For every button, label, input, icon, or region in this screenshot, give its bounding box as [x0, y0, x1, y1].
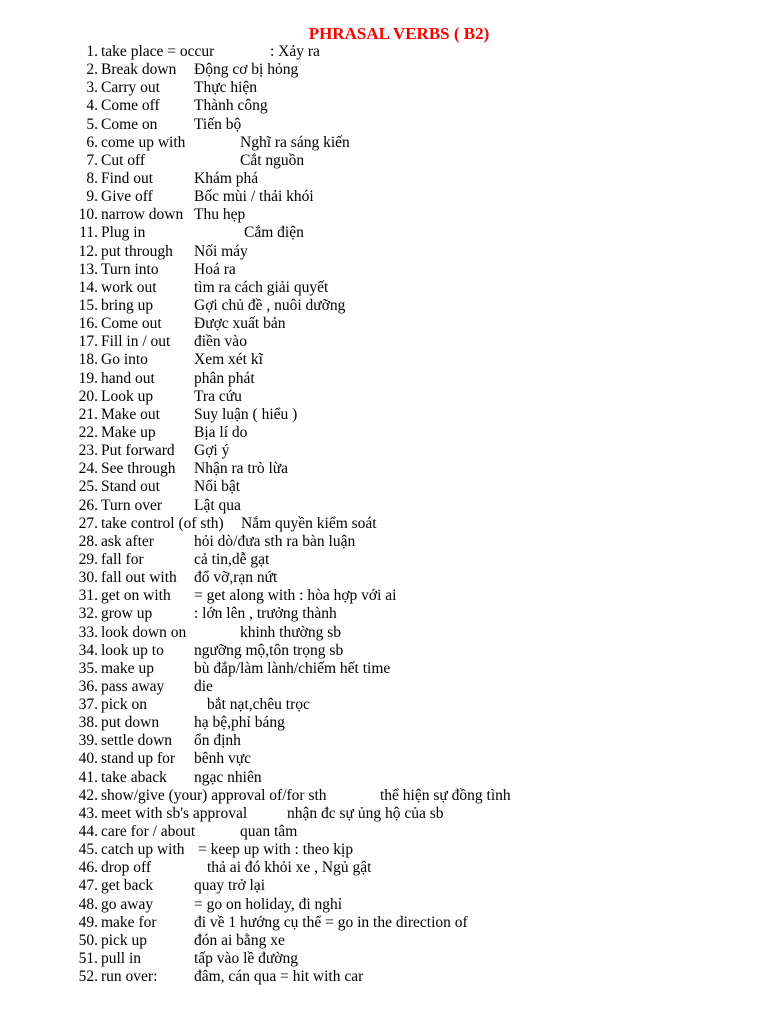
phrasal-verb: take aback — [101, 768, 167, 786]
item-number: 20. — [78, 387, 98, 405]
list-item — [0, 261, 768, 279]
meaning: quay trở lại — [194, 877, 266, 895]
item-number: 4. — [86, 97, 98, 115]
item-number: 46. — [78, 859, 98, 877]
meaning: = get along with : hòa hợp với ai — [194, 587, 397, 605]
item-number: 21. — [78, 405, 98, 423]
item-number: 37. — [78, 696, 98, 714]
meaning: đón ai bằng xe — [194, 931, 285, 949]
meaning: quan tâm — [240, 823, 298, 841]
list-item — [0, 932, 768, 950]
page-title: PHRASAL VERBS ( B2) — [308, 24, 490, 43]
meaning: bênh vực — [194, 750, 252, 768]
list-item — [0, 188, 768, 206]
list-item — [0, 243, 768, 261]
list-item — [0, 787, 768, 805]
item-number: 7. — [86, 151, 98, 169]
list-item — [0, 61, 768, 79]
phrasal-verb: Break down — [101, 61, 177, 79]
phrasal-verb: catch up with — [101, 841, 185, 859]
list-item — [0, 460, 768, 478]
meaning: Thực hiện — [194, 79, 258, 97]
meaning: phân phát — [194, 369, 255, 387]
item-number: 27. — [78, 514, 98, 532]
phrasal-verb: Fill in / out — [101, 333, 171, 351]
list-item — [0, 478, 768, 496]
item-number: 40. — [78, 750, 98, 768]
phrasal-verb: Stand out — [101, 478, 160, 496]
meaning: die — [194, 677, 213, 695]
item-number: 49. — [78, 913, 98, 931]
item-number: 29. — [78, 550, 98, 568]
meaning: Cắt nguồn — [240, 151, 305, 169]
meaning: Bốc mùi / thải khói — [194, 188, 314, 206]
meaning: Thành công — [194, 97, 268, 115]
meaning: ổn định — [194, 732, 241, 750]
list-item — [0, 43, 768, 61]
phrasal-verb: Come out — [101, 315, 162, 333]
item-number: 51. — [78, 950, 98, 968]
phrasal-verb: run over: — [101, 968, 158, 986]
meaning: Lật qua — [194, 496, 241, 514]
item-number: 50. — [78, 931, 98, 949]
list-item — [0, 950, 768, 968]
meaning: Nắm quyền kiểm soát — [241, 514, 377, 532]
phrasal-verb-list — [0, 43, 768, 986]
list-item — [0, 224, 768, 242]
phrasal-verb: make up — [101, 659, 154, 677]
item-number: 30. — [78, 569, 98, 587]
phrasal-verb: go away — [101, 895, 154, 913]
item-number: 33. — [78, 623, 98, 641]
phrasal-verb: Find out — [101, 169, 154, 187]
item-number: 25. — [78, 478, 98, 496]
list-item — [0, 370, 768, 388]
item-number: 22. — [78, 423, 98, 441]
list-item — [0, 750, 768, 768]
meaning: Nghĩ ra sáng kiến — [240, 133, 350, 151]
meaning: bù đắp/làm lành/chiếm hết time — [194, 659, 391, 677]
list-item — [0, 497, 768, 515]
phrasal-verb: Go into — [101, 351, 148, 369]
item-number: 23. — [78, 442, 98, 460]
meaning: bắt nạt,chêu trọc — [207, 696, 310, 714]
phrasal-verb: pull in — [101, 950, 142, 968]
item-number: 8. — [86, 169, 98, 187]
list-item — [0, 714, 768, 732]
item-number: 9. — [86, 188, 98, 206]
list-item — [0, 968, 768, 986]
list-item — [0, 769, 768, 787]
list-item — [0, 297, 768, 315]
phrasal-verb: pick up — [101, 931, 148, 949]
item-number: 3. — [86, 79, 98, 97]
meaning: cả tin,dễ gạt — [194, 550, 270, 568]
meaning: : lớn lên , trưởng thành — [194, 605, 337, 623]
meaning: đi về 1 hướng cụ thể = go in the direction of — [194, 913, 468, 931]
list-item — [0, 551, 768, 569]
item-number: 48. — [78, 895, 98, 913]
item-number: 45. — [78, 841, 98, 859]
item-number: 16. — [78, 315, 98, 333]
item-number: 10. — [78, 206, 98, 224]
meaning: ngạc nhiên — [194, 768, 262, 786]
list-item — [0, 914, 768, 932]
phrasal-verb: Plug in — [101, 224, 146, 242]
phrasal-verb: work out — [101, 278, 157, 296]
list-item — [0, 315, 768, 333]
phrasal-verb: narrow down — [101, 206, 184, 224]
item-number: 38. — [78, 714, 98, 732]
item-number: 42. — [78, 786, 98, 804]
phrasal-verb: put down — [101, 714, 160, 732]
list-item — [0, 351, 768, 369]
item-number: 11. — [79, 224, 98, 242]
meaning: Cắm điện — [244, 224, 304, 242]
meaning: Suy luận ( hiểu ) — [194, 405, 298, 423]
item-number: 43. — [78, 804, 98, 822]
phrasal-verb: ask after — [101, 532, 154, 550]
item-number: 15. — [78, 296, 98, 314]
item-number: 44. — [78, 823, 98, 841]
item-number: 5. — [86, 115, 98, 133]
item-number: 41. — [78, 768, 98, 786]
item-number: 26. — [78, 496, 98, 514]
meaning: Tra cứu — [194, 387, 242, 405]
list-item — [0, 624, 768, 642]
meaning: thể hiện sự đồng tình — [380, 786, 511, 804]
item-number: 28. — [78, 532, 98, 550]
meaning: điền vào — [194, 333, 247, 351]
item-number: 2. — [86, 61, 98, 79]
meaning: : Xảy ra — [270, 43, 320, 60]
item-number: 19. — [78, 369, 98, 387]
phrasal-verb: get on with — [101, 587, 171, 605]
item-number: 34. — [78, 641, 98, 659]
item-number: 6. — [86, 133, 98, 151]
phrasal-verb: Make up — [101, 423, 156, 441]
phrasal-verb: show/give (your) approval of/for sth — [101, 786, 327, 804]
phrasal-verb: See through — [101, 460, 176, 478]
list-item — [0, 877, 768, 895]
meaning: Gợi ý — [194, 442, 230, 460]
meaning: Tiến bộ — [194, 115, 242, 133]
phrasal-verb: Come on — [101, 115, 158, 133]
list-item — [0, 515, 768, 533]
phrasal-verb: fall for — [101, 550, 144, 568]
list-item — [0, 79, 768, 97]
phrasal-verb: Make out — [101, 405, 160, 423]
meaning: Gợi chủ đề , nuôi dưỡng — [194, 296, 346, 314]
list-item — [0, 569, 768, 587]
meaning: = keep up with : theo kịp — [198, 841, 354, 859]
meaning: nhận đc sự ủng hộ của sb — [287, 804, 444, 822]
meaning: Nổi bật — [194, 478, 241, 496]
list-item — [0, 696, 768, 714]
meaning: Được xuất bản — [194, 315, 286, 333]
list-item — [0, 732, 768, 750]
list-item — [0, 206, 768, 224]
item-number: 32. — [78, 605, 98, 623]
phrasal-verb: put through — [101, 242, 173, 260]
list-item — [0, 805, 768, 823]
list-item — [0, 605, 768, 623]
item-number: 39. — [78, 732, 98, 750]
list-item — [0, 642, 768, 660]
meaning: Hoá ra — [194, 260, 236, 278]
meaning: tấp vào lề đường — [194, 950, 298, 968]
phrasal-verb: hand out — [101, 369, 155, 387]
phrasal-verb: Carry out — [101, 79, 160, 97]
item-number: 31. — [78, 587, 98, 605]
list-item — [0, 587, 768, 605]
list-item — [0, 97, 768, 115]
list-item — [0, 134, 768, 152]
list-item — [0, 859, 768, 877]
item-number: 24. — [78, 460, 98, 478]
phrasal-verb: take place = occur — [101, 43, 215, 60]
meaning: tìm ra cách giải quyết — [194, 278, 329, 296]
item-number: 17. — [78, 333, 98, 351]
phrasal-verb: come up with — [101, 133, 186, 151]
phrasal-verb: Give off — [101, 188, 153, 206]
meaning: ngưỡng mộ,tôn trọng sb — [194, 641, 344, 659]
list-item — [0, 152, 768, 170]
phrasal-verb: settle down — [101, 732, 173, 750]
phrasal-verb: grow up — [101, 605, 153, 623]
phrasal-verb: Cut off — [101, 151, 146, 169]
meaning: = go on holiday, đi nghỉ — [194, 895, 343, 913]
phrasal-verb: Look up — [101, 387, 154, 405]
phrasal-verb: Come off — [101, 97, 160, 115]
item-number: 52. — [78, 968, 98, 986]
meaning: khinh thường sb — [240, 623, 341, 641]
list-item — [0, 660, 768, 678]
phrasal-verb: make for — [101, 913, 157, 931]
meaning: hạ bệ,phỉ báng — [194, 714, 285, 732]
phrasal-verb: meet with sb's approval — [101, 804, 248, 822]
meaning: Khám phá — [194, 169, 259, 187]
item-number: 47. — [78, 877, 98, 895]
phrasal-verb: look up to — [101, 641, 164, 659]
phrasal-verb: Turn over — [101, 496, 163, 514]
phrasal-verb: fall out with — [101, 569, 177, 587]
meaning: Nhận ra trò lừa — [194, 460, 289, 478]
list-item — [0, 279, 768, 297]
phrasal-verb: look down on — [101, 623, 187, 641]
phrasal-verb: pass away — [101, 677, 165, 695]
item-number: 12. — [78, 242, 98, 260]
meaning: Thu hẹp — [194, 206, 246, 224]
meaning: hỏi dò/đưa sth ra bàn luận — [194, 532, 356, 550]
meaning: thả ai đó khỏi xe , Ngủ gật — [207, 859, 372, 877]
meaning: Động cơ bị hỏng — [194, 61, 299, 79]
item-number: 36. — [78, 677, 98, 695]
phrasal-verb: drop off — [101, 859, 152, 877]
meaning: đâm, cán qua = hit with car — [194, 968, 364, 986]
phrasal-verb: take control (of sth) — [101, 514, 224, 532]
item-number: 13. — [78, 260, 98, 278]
item-number: 1. — [86, 43, 98, 60]
list-item — [0, 678, 768, 696]
phrasal-verb: care for / about — [101, 823, 196, 841]
meaning: Bịa lí do — [194, 423, 248, 441]
list-item — [0, 406, 768, 424]
phrasal-verb: stand up for — [101, 750, 176, 768]
list-item — [0, 116, 768, 134]
item-number: 18. — [78, 351, 98, 369]
phrasal-verb: bring up — [101, 296, 154, 314]
list-item — [0, 823, 768, 841]
item-number: 35. — [78, 659, 98, 677]
meaning: Nối máy — [194, 242, 248, 260]
phrasal-verb: pick on — [101, 696, 148, 714]
list-item — [0, 424, 768, 442]
meaning: Xem xét kĩ — [194, 351, 263, 369]
item-number: 14. — [78, 278, 98, 296]
list-item — [0, 533, 768, 551]
phrasal-verb: get back — [101, 877, 154, 895]
phrasal-verb: Turn into — [101, 260, 159, 278]
phrasal-verb: Put forward — [101, 442, 175, 460]
list-item — [0, 388, 768, 406]
list-item — [0, 896, 768, 914]
list-item — [0, 442, 768, 460]
meaning: đổ vỡ,rạn nứt — [194, 569, 278, 587]
list-item — [0, 170, 768, 188]
list-item — [0, 333, 768, 351]
list-item — [0, 841, 768, 859]
